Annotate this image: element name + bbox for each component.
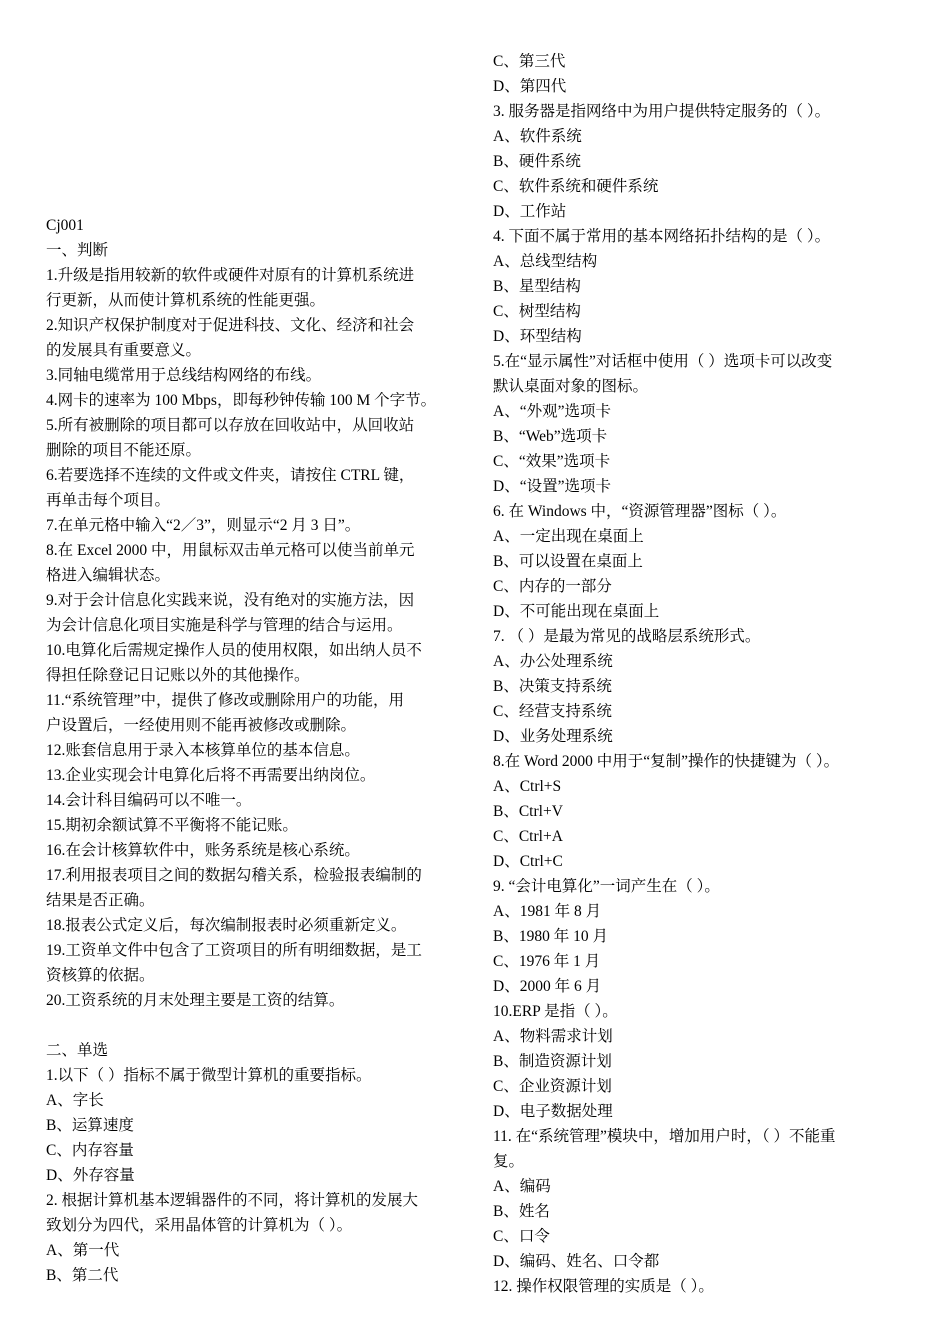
left-text-line: [46, 1013, 458, 1038]
right-text-line: C、Ctrl+A: [493, 828, 563, 845]
left-text-line: 结果是否正确。: [46, 892, 155, 909]
left-text-line: 6.若要选择不连续的文件或文件夹，请按住 CTRL 键，: [46, 467, 415, 484]
left-text-line: 19.工资单文件中包含了工资项目的所有明细数据，是工: [46, 942, 422, 959]
right-text-line: C、软件系统和硬件系统: [493, 178, 659, 195]
left-text-line: 4.网卡的速率为 100 Mbps，即每秒钟传输 100 M 个字节。: [46, 392, 437, 409]
left-text-line: 资核算的依据。: [46, 967, 155, 984]
right-text-line: 12. 操作权限管理的实质是（ ）。: [493, 1278, 714, 1295]
left-text-line: 再单击每个项目。: [46, 492, 171, 509]
left-text-line: 的发展具有重要意义。: [46, 342, 202, 359]
right-text-line: C、内存的一部分: [493, 578, 612, 595]
right-text-line: A、物料需求计划: [493, 1028, 613, 1045]
right-text-line: C、“效果”选项卡: [493, 453, 611, 470]
right-text-line: A、总线型结构: [493, 253, 598, 270]
right-text-line: 复。: [493, 1153, 525, 1170]
right-text-line: A、一定出现在桌面上: [493, 528, 644, 545]
right-text-line: C、树型结构: [493, 303, 581, 320]
right-text-line: D、环型结构: [493, 328, 582, 345]
right-text-line: B、姓名: [493, 1203, 550, 1220]
right-text-line: C、企业资源计划: [493, 1078, 612, 1095]
left-text-line: D、外存容量: [46, 1167, 135, 1184]
right-text-line: 4. 下面不属于常用的基本网络拓扑结构的是（ ）。: [493, 228, 831, 245]
right-text-line: B、硬件系统: [493, 153, 581, 170]
right-text-line: A、1981 年 8 月: [493, 903, 602, 920]
right-text-line: C、第三代: [493, 53, 566, 70]
right-text-line: C、口令: [493, 1228, 550, 1245]
right-text-line: D、“设置”选项卡: [493, 478, 611, 495]
left-text-line: 户设置后，一经使用则不能再被修改或删除。: [46, 717, 357, 734]
left-text-line: A、字长: [46, 1092, 104, 1109]
right-text-line: C、1976 年 1 月: [493, 953, 601, 970]
right-text-line: B、星型结构: [493, 278, 581, 295]
right-text-line: B、“Web”选项卡: [493, 428, 608, 445]
left-text-line: 1.升级是指用较新的软件或硬件对原有的计算机系统进: [46, 267, 415, 284]
left-column: [46, 213, 458, 1288]
right-text-line: 11. 在“系统管理”模块中，增加用户时，（ ）不能重: [493, 1128, 836, 1145]
right-text-line: A、软件系统: [493, 128, 582, 145]
left-text-line: 3.同轴电缆常用于总线结构网络的布线。: [46, 367, 322, 384]
right-text-line: 5.在“显示属性”对话框中使用（ ）选项卡可以改变: [493, 353, 833, 370]
right-text-line: D、工作站: [493, 203, 567, 220]
right-column: [493, 49, 907, 1299]
left-text-line: 14.会计科目编码可以不唯一。: [46, 792, 252, 809]
left-text-line: 13.企业实现会计电算化后将不再需要出纳岗位。: [46, 767, 376, 784]
right-text-line: 10.ERP 是指（ ）。: [493, 1003, 618, 1020]
left-text-line: B、运算速度: [46, 1117, 134, 1134]
left-text-line: 行更新，从而使计算机系统的性能更强。: [46, 292, 326, 309]
left-text-line: 20.工资系统的月末处理主要是工资的结算。: [46, 992, 345, 1009]
right-text-line: D、2000 年 6 月: [493, 978, 602, 995]
left-text-line: 格进入编辑状态。: [46, 567, 171, 584]
right-text-line: 6. 在 Windows 中，“资源管理器”图标（ ）。: [493, 503, 787, 520]
right-text-line: D、电子数据处理: [493, 1103, 613, 1120]
right-text-line: D、编码、姓名、口令都: [493, 1253, 660, 1270]
left-text-line: C、内存容量: [46, 1142, 134, 1159]
left-text-line: 删除的项目不能还原。: [46, 442, 202, 459]
left-text-line: 一、判断: [46, 242, 109, 259]
left-text-line: 7.在单元格中输入“2／3”，则显示“2 月 3 日”。: [46, 517, 361, 534]
left-text-line: 11.“系统管理”中，提供了修改或删除用户的功能，用: [46, 692, 405, 709]
right-text-line: D、不可能出现在桌面上: [493, 603, 660, 620]
right-text-line: B、决策支持系统: [493, 678, 612, 695]
right-text-line: A、Ctrl+S: [493, 778, 562, 795]
left-text-line: 8.在 Excel 2000 中，用鼠标双击单元格可以使当前单元: [46, 542, 415, 559]
left-text-line: 致划分为四代，采用晶体管的计算机为（ ）。: [46, 1217, 353, 1234]
left-text-line: 17.利用报表项目之间的数据勾稽关系，检验报表编制的: [46, 867, 422, 884]
right-text-line: D、Ctrl+C: [493, 853, 563, 870]
left-text-line: Cj001: [46, 217, 84, 234]
right-text-line: 7. （ ）是最为常见的战略层系统形式。: [493, 628, 761, 645]
left-text-line: 2.知识产权保护制度对于促进科技、文化、经济和社会: [46, 317, 415, 334]
right-text-line: 3. 服务器是指网络中为用户提供特定服务的（ ）。: [493, 103, 831, 120]
right-text-line: B、制造资源计划: [493, 1053, 612, 1070]
left-text-line: 10.电算化后需规定操作人员的使用权限，如出纳人员不: [46, 642, 422, 659]
right-text-line: A、“外观”选项卡: [493, 403, 611, 420]
left-text-line: 为会计信息化项目实施是科学与管理的结合与运用。: [46, 617, 403, 634]
right-text-line: D、第四代: [493, 78, 567, 95]
left-text-line: A、第一代: [46, 1242, 120, 1259]
left-text-line: 18.报表公式定义后，每次编制报表时必须重新定义。: [46, 917, 407, 934]
right-text-line: 9. “会计电算化”一词产生在（ ）。: [493, 878, 720, 895]
left-text-line: 5.所有被删除的项目都可以存放在回收站中，从回收站: [46, 417, 415, 434]
right-text-line: D、业务处理系统: [493, 728, 613, 745]
left-text-line: 得担任除登记日记账以外的其他操作。: [46, 667, 310, 684]
right-text-line: B、1980 年 10 月: [493, 928, 608, 945]
left-text-line: 1.以下（ ）指标不属于微型计算机的重要指标。: [46, 1067, 372, 1084]
right-text-line: B、可以设置在桌面上: [493, 553, 643, 570]
right-text-line: 默认桌面对象的图标。: [493, 378, 649, 395]
right-text-line: A、编码: [493, 1178, 551, 1195]
right-text-line: A、办公处理系统: [493, 653, 613, 670]
left-text-line: B、第二代: [46, 1267, 119, 1284]
left-text-line: 9.对于会计信息化实践来说，没有绝对的实施方法，因: [46, 592, 415, 609]
left-text-line: 二、单选: [46, 1042, 109, 1059]
left-text-line: 2. 根据计算机基本逻辑器件的不同，将计算机的发展大: [46, 1192, 419, 1209]
left-text-line: 15.期初余额试算不平衡将不能记账。: [46, 817, 298, 834]
right-text-line: 8.在 Word 2000 中用于“复制”操作的快捷键为（ ）。: [493, 753, 840, 770]
left-text-line: 16.在会计核算软件中，账务系统是核心系统。: [46, 842, 360, 859]
right-text-line: C、经营支持系统: [493, 703, 612, 720]
right-text-line: B、Ctrl+V: [493, 803, 563, 820]
left-text-line: 12.账套信息用于录入本核算单位的基本信息。: [46, 742, 360, 759]
